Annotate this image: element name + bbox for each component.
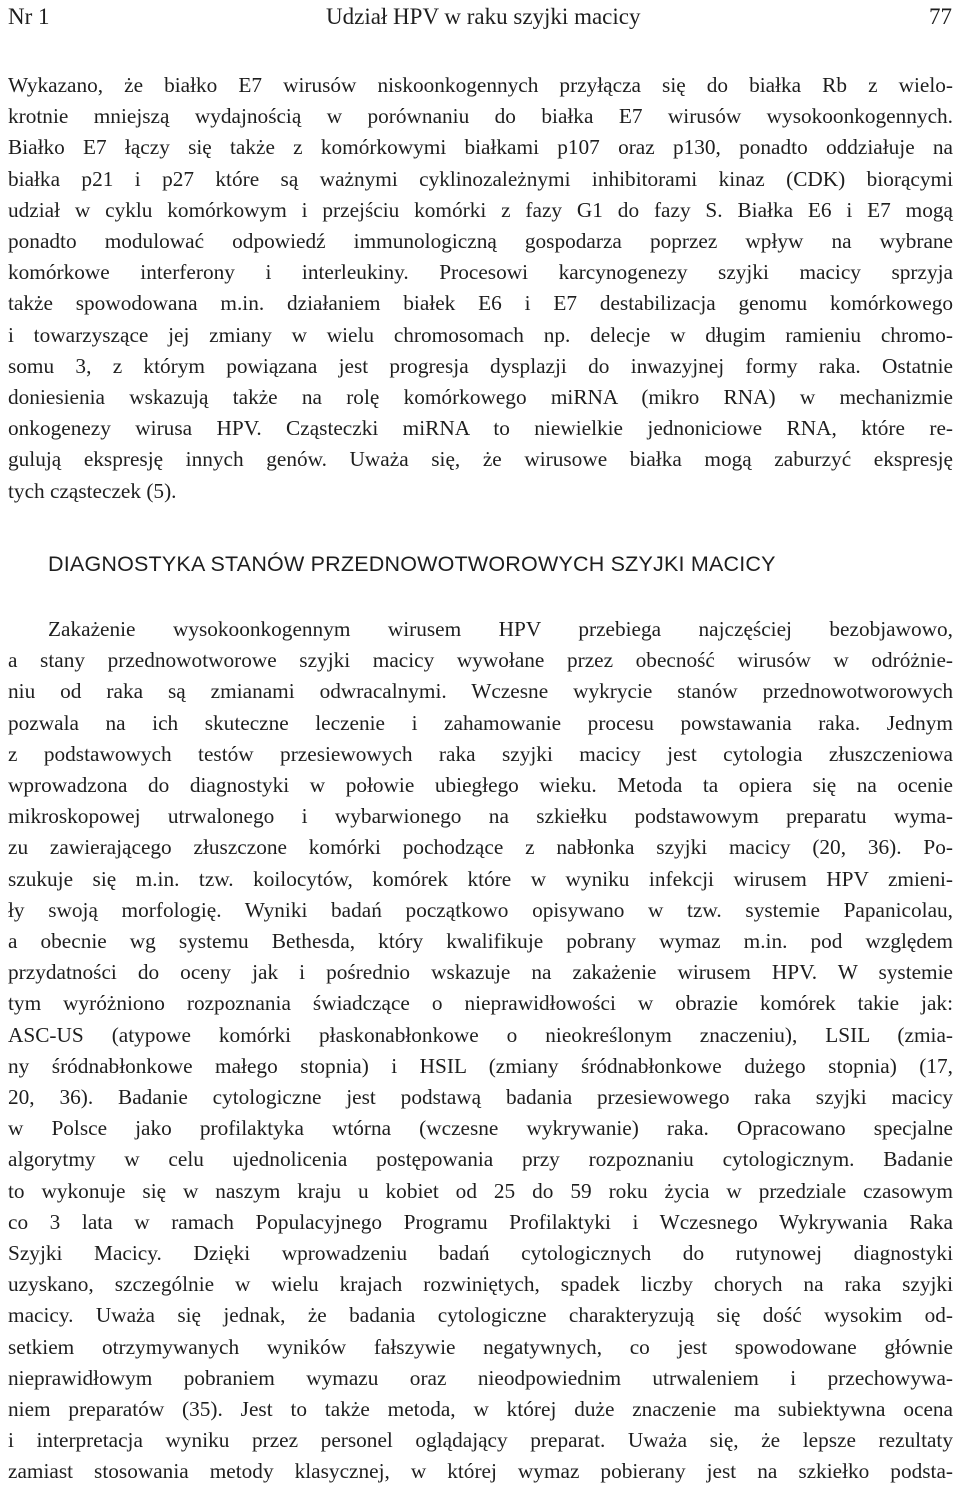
text-line: pozwala na ich skuteczne leczenie i zahamowanie procesu powstawania raka. Jednym [8,710,953,735]
text-line: Zakażenie wysokoonkogennym wirusem HPV przebiega najczęściej bezobjawowo, [48,617,953,641]
text-line: także spowodowana m.in. działaniem białek E6 i E7 destabilizacja genomu komórkowego [8,291,953,316]
text-line: doniesienia wskazują także na rolę komórkowego miRNA (mikro RNA) w mechanizmie [8,385,953,410]
paragraph-diagnostics [8,614,953,1488]
paragraph-e7-protein [8,70,953,507]
text-line: udział w cyklu komórkowym i przejściu komórki z fazy G1 do fazy S. Białka E6 i E7 mogą [8,197,953,222]
page-number: 77 [929,4,952,29]
text-line: niem preparatów (35). Jest to także metoda, w której duże znaczenie ma subiektywna ocena [8,1397,953,1422]
text-line: zu zawierającego złuszczone komórki pochodzące z nabłonka szyjki macicy (20, 36). Po- [8,835,953,860]
text-line: 20, 36). Badanie cytologiczne jest podstawą badania przesiewowego raka szyjki macicy [8,1085,953,1110]
text-line: ponadto modulować odpowiedź immunologiczną gospodarza poprzez wpływ na wybrane [8,229,953,254]
text-line: uzyskano, szczególnie w wielu krajach rozwiniętych, spadek liczby chorych na raka szyjki [8,1272,953,1297]
text-line: niu od raka są zmianami odwracalnymi. Wczesne wykrycie stanów przednowotworowych [8,679,953,704]
text-line: wprowadzona do diagnostyki w połowie ubiegłego wieku. Metoda ta opiera się na ocenie [8,773,953,798]
running-header [8,4,952,34]
text-line: tym wyróżniono rozpoznania świadczące o nieprawidłowości w obrazie komórek takie jak: [8,991,953,1016]
text-line: a stany przednowotworowe szyjki macicy wywołane przez obecność wirusów w odróżnie- [8,648,953,673]
text-line: krotnie mniejszą wydajnością w porównaniu do białka E7 wirusów wysokoonkogennych. [8,104,953,129]
text-line: w Polsce jako profilaktyka wtórna (wczesne wykrywanie) raka. Opracowano specjalne [8,1116,953,1141]
text-line: tych cząsteczek (5). [8,478,177,503]
text-line: Szyjki Macicy. Dzięki wprowadzeniu badań cytologicznych do rutynowej diagnostyki [8,1241,953,1266]
text-line: macicy. Uważa się jednak, że badania cytologiczne charakteryzują się dość wysokim od- [8,1303,953,1328]
text-line: onkogenezy wirusa HPV. Cząsteczki miRNA to niewielkie jednoniciowe RNA, które re- [8,416,953,441]
text-line: białka p21 i p27 które są ważnymi cyklinozależnymi inhibitorami kinaz (CDK) biorącymi [8,166,953,191]
section-heading: DIAGNOSTYKA STANÓW PRZEDNOWOTWOROWYCH SZYJKI MACICY [48,552,776,576]
text-line: co 3 lata w ramach Populacyjnego Programu Profilaktyki i Wczesnego Wykrywania Raka [8,1209,953,1234]
text-line: i towarzyszące jej zmiany w wielu chromosomach np. delecje w długim ramieniu chromo- [8,322,953,347]
text-line: i interpretacja wyniku przez personel oglądający preparat. Uważa się, że lepsze rezultaty [8,1428,953,1453]
text-line: Białko E7 łączy się także z komórkowymi białkami p107 oraz p130, ponadto oddziałuje na [8,135,953,160]
text-line: mikroskopowej utrwalonego i wybarwionego na szkiełku podstawowym preparatu wyma- [8,804,953,829]
text-line: gulują ekspresję innych genów. Uważa się, że wirusowe białka mogą zaburzyć ekspresję [8,447,953,472]
text-line: zamiast stosowania metody klasycznej, w której wymaz pobierany jest na szkiełko podsta- [8,1459,953,1484]
running-title: Udział HPV w raku szyjki macicy [326,4,641,29]
text-line: Wykazano, że białko E7 wirusów niskoonkogennych przyłącza się do białka Rb z wielo- [8,73,953,97]
text-line: przydatności do oceny jak i pośrednio wskazuje na zakażenie wirusem HPV. W systemie [8,960,953,985]
issue-number: Nr 1 [8,4,50,29]
text-line: z podstawowych testów przesiewowych raka szyjki macicy jest cytologia złuszczeniowa [8,741,953,766]
text-line: ły swoją morfologię. Wyniki badań początkowo opisywano w tzw. systemie Papanicolau, [8,897,953,922]
text-line: algorytmy w celu ujednolicenia postępowania przy rozpoznaniu cytologicznym. Badanie [8,1147,953,1172]
text-line: setkiem otrzymywanych wyników fałszywie negatywnych, co jest spowodowane głównie [8,1334,953,1359]
text-line: to wykonuje się w naszym kraju u kobiet od 25 do 59 roku życia w przedziale czasowym [8,1178,953,1203]
text-line: szukuje się m.in. tzw. koilocytów, komórek które w wyniku infekcji wirusem HPV zmieni- [8,866,953,891]
text-line: ASC-US (atypowe komórki płaskonabłonkowe o nieokreślonym znaczeniu), LSIL (zmia- [8,1022,953,1047]
text-line: ny śródnabłonkowe małego stopnia) i HSIL (zmiany śródnabłonkowe dużego stopnia) (17, [8,1053,953,1078]
text-line: nieprawidłowym pobraniem wymazu oraz nieodpowiednim utrwaleniem i przechowywa- [8,1365,953,1390]
text-line: a obecnie wg systemu Bethesda, który kwalifikuje pobrany wymaz m.in. pod względem [8,929,953,954]
text-line: somu 3, z którym powiązana jest progresja dysplazji do inwazyjnej formy raka. Ostatnie [8,353,953,378]
text-line: komórkowe interferony i interleukiny. Procesowi karcynogenezy szyjki macicy sprzyja [8,260,953,285]
